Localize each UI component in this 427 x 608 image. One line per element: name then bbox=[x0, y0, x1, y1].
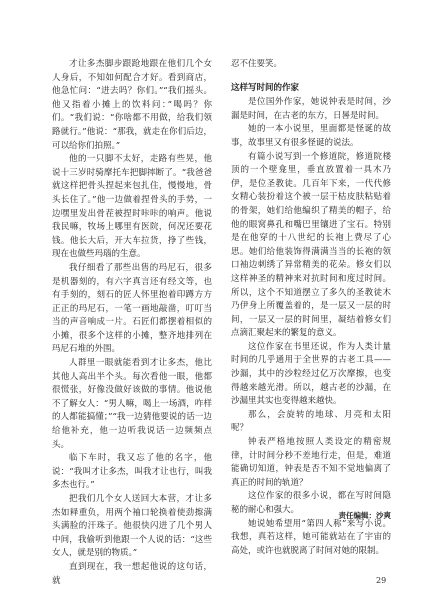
paragraph: 她的一本小说里，里面都是怪诞的故事，故事里又有很多怪诞的说法。 bbox=[231, 124, 391, 148]
paragraph: 那么，会旋转的地球、月亮和太阳呢？ bbox=[231, 409, 391, 434]
paragraph: 我仔细看了那些出售的玛尼石，很多是机器刻的，有六字真言还有经文等，也有手刻的，刻石的匠人怀里抱着印蹲方方正正的玛尼石，一笔一画地敲凿，叮叮当当的声音响成一片。石匠们都摆着相似的小摊，很多个这样的小摊，整齐地排列在玛尼石堆的外围。 bbox=[52, 262, 212, 355]
paragraph-continuation: 忍不住要笑。 bbox=[231, 59, 283, 69]
left-column bbox=[52, 58, 212, 588]
paragraph: 这位作家的很多小说，都在写时间隐秘的耐心和强大。 bbox=[231, 491, 391, 515]
paragraph: 是位国外作家，她说钟表是时间，沙漏是时间，在古老的东方，日晷是时间。 bbox=[231, 97, 391, 121]
paragraph: 临下车时，我又忘了他的名字，他说：“我叫才让多杰，叫我才让也行，叫我多杰也行。” bbox=[52, 453, 212, 491]
paragraph: 直到现在，我一想起他说的这句话，就 bbox=[52, 561, 212, 586]
page-number: 29 bbox=[376, 576, 387, 585]
paragraph: 有篇小说写到一个修道院，修道院楼顶的一个壁龛里，垂直放置着一具木乃伊，是位圣教徒。几百年下来，一代代修女精心装扮着这个被一层干枯皮肤粘贴着的骨架，她们给他编织了精美的帽子，给他的眼窝鼻孔和嘴巴里镶进了宝石。特别是在他穿的十八世纪的长袍上费尽了心思。她们给他装饰得满满当当的长袍的领口袖边刺绣了异常精美的花朵。修女们以这样神圣的精神来对抗时间和度过时间。所以，这个不知道摆立了多久的圣教徒木乃伊身上所覆盖着的，是一层又一层的时间，一层又一层的时间里，凝结着修女们点滴汇聚起来的繁复的意义。 bbox=[231, 151, 391, 339]
section-heading: 这样写时间的作家 bbox=[231, 82, 300, 93]
paragraph: 才让多杰脚步跟跄地跟在他们几个女人身后，不知如何配合才好。看到商店，他急忙问：“进去吗？你们。”“我们摇头。他又指着小摊上的饮料问：”喝吗？你们。“我们说：“你啥都不用做，给我们领路就行。”他说：“那我，就走在你们后边，可以给你们拍照。” bbox=[52, 59, 212, 151]
paragraph: 这位作家在书里还说，作为人类计量时间的几乎通用于全世界的古老工具——沙漏，其中的沙粒经过亿万次摩擦，也变得越来越光滑。所以，越古老的沙漏，在沙漏里其实也变得越来越快。 bbox=[231, 341, 391, 407]
paragraph: 她说她希望用“第四人称”来写小说。我想，真若这样，她可能就站在了宇宙的高处，或许也就脱离了时间对她的限制。 bbox=[231, 518, 391, 556]
editor-credit: 责任编辑：沙爽 bbox=[338, 511, 391, 520]
paragraph: 人群里一眼就能看到才让多杰，他比其他人高出半个头。每次看他一眼，他都很慌张，好像没做好该做的事情。他说他不了解女人：“男人嘛，喝上一场酒，咋样的人都能搞懂；”“我一边猜他要说的话一边给他补充，他一边听我说话一边频频点头。 bbox=[52, 358, 212, 450]
paragraph: 他的一只脚不太好，走路有些晃，他说十三岁时骑摩托车把脚摔断了。“我爸爸就这样把骨头捏起来包扎住，慢慢地，骨头长住了。”他一边做着捏骨头的手势，一边嘿里发出骨茬被捏时咔咔的响声。他说我民嘛，牧场上哪里有医院，何况还要花钱。他长大后，开大车拉货，挣了些钱，现在也做些玛瑙的生意。 bbox=[52, 154, 212, 260]
paragraph: 钟表严格地按照人类设定的精密规律，计时间分秒不差地行走，但是，难道能确切知道，钟表是否不知不觉地偏离了真正的时间的轨道？ bbox=[231, 437, 391, 488]
paragraph: 把我们几个女人送回大本营，才让多杰如释重负，用两个袖口轮换着使劲擦满头满脸的汗珠子。他很快闪进了几个男人中间，我偷听到他跟一个人说的话：“这些女人，就是别的物质。” bbox=[52, 494, 212, 559]
right-column bbox=[231, 58, 391, 558]
